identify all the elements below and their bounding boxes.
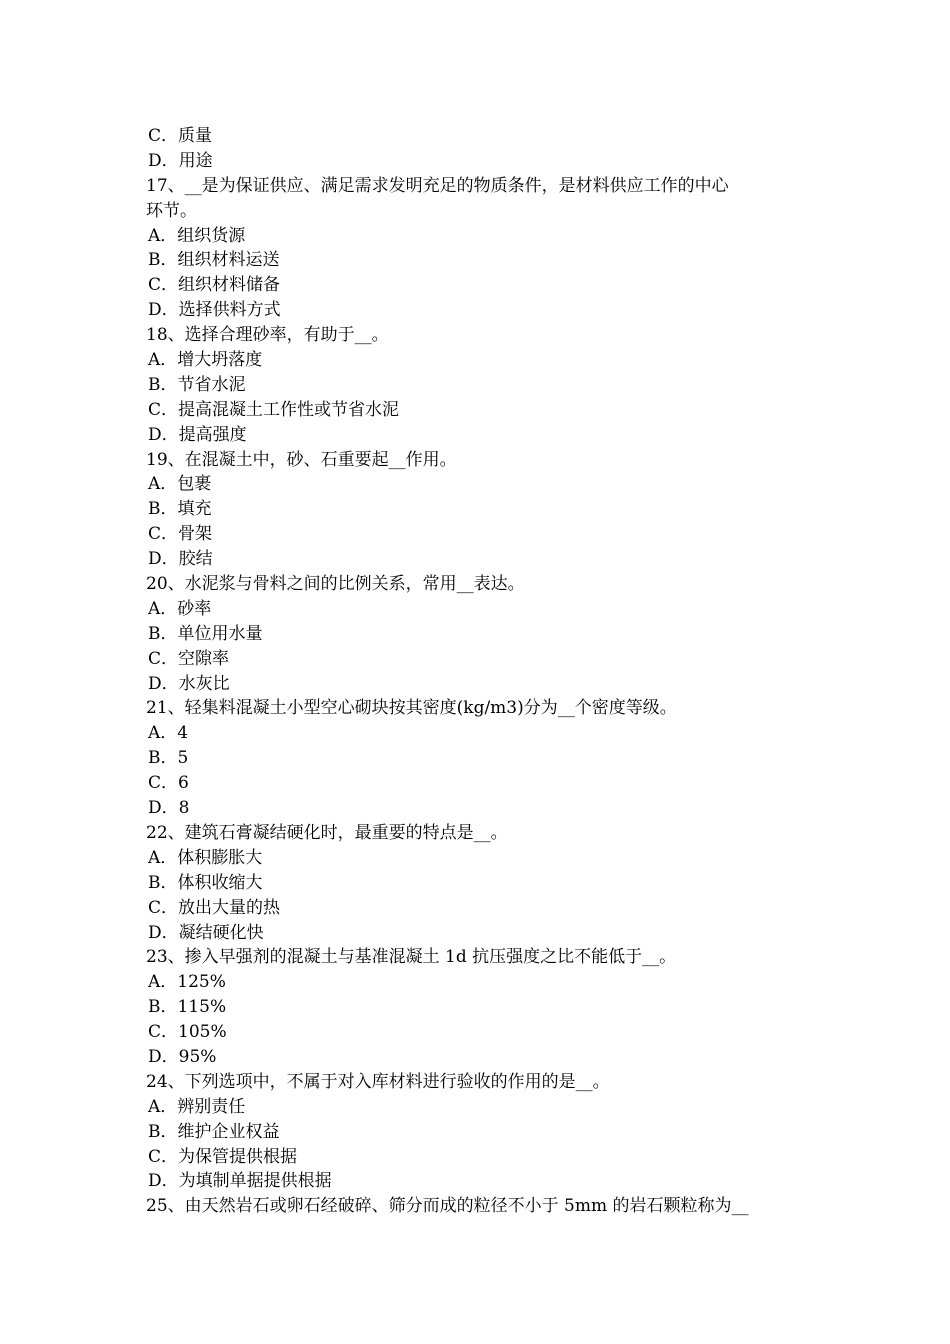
- option-line: C．组织材料储备: [148, 275, 281, 296]
- option-line: C．空隙率: [148, 648, 230, 669]
- option-line: A．包裹: [148, 474, 212, 495]
- option-line: D．用途: [148, 150, 213, 171]
- option-line: B．体积收缩大: [148, 872, 263, 893]
- option-line: A．砂率: [148, 598, 212, 619]
- option-line: A．增大坍落度: [148, 350, 263, 371]
- option-line: B．单位用水量: [148, 623, 263, 644]
- question-line: 17、__是为保证供应、满足需求发明充足的物质条件，是材料供应工作的中心: [146, 175, 729, 196]
- option-line: C．提高混凝土工作性或节省水泥: [148, 399, 400, 420]
- option-line: B．115%: [148, 997, 227, 1018]
- option-line: A．辨别责任: [148, 1096, 246, 1117]
- option-line: C．6: [148, 773, 189, 794]
- option-line: A．4: [148, 723, 189, 744]
- option-line: D．为填制单据提供根据: [148, 1171, 332, 1192]
- option-line: B．维护企业权益: [148, 1121, 280, 1142]
- question-line: 20、水泥浆与骨料之间的比例关系，常用__表达。: [146, 574, 525, 595]
- question-line: 21、轻集料混凝土小型空心砌块按其密度(kg/m3)分为__个密度等级。: [146, 698, 677, 719]
- question-line: 23、掺入早强剂的混凝土与基准混凝土 1d 抗压强度之比不能低于__。: [146, 947, 677, 968]
- option-line: B．填充: [148, 499, 212, 520]
- option-line: D．8: [148, 798, 190, 819]
- question-line: 24、下列选项中，不属于对入库材料进行验收的作用的是__。: [146, 1071, 610, 1092]
- option-line: B．节省水泥: [148, 374, 246, 395]
- question-line: 22、建筑石膏凝结硬化时，最重要的特点是__。: [146, 822, 508, 843]
- option-line: A．组织货源: [148, 225, 246, 246]
- option-line: D．水灰比: [148, 673, 230, 694]
- option-line: D．95%: [148, 1046, 217, 1067]
- document-page: [146, 124, 816, 1219]
- option-line: C．骨架: [148, 524, 213, 545]
- question-line: 18、选择合理砂率，有助于__。: [146, 325, 389, 346]
- option-line: C．放出大量的热: [148, 897, 281, 918]
- option-line: C．105%: [148, 1022, 227, 1043]
- option-line: B．5: [148, 748, 189, 769]
- option-line: D．胶结: [148, 549, 213, 570]
- option-line: C．质量: [148, 126, 213, 146]
- option-line: B．组织材料运送: [148, 250, 280, 271]
- question-line: 环节。: [146, 200, 197, 221]
- option-line: D．选择供料方式: [148, 300, 281, 321]
- option-line: A．体积膨胀大: [148, 847, 263, 868]
- option-line: A．125%: [148, 972, 226, 993]
- question-line: 19、在混凝土中，砂、石重要起__作用。: [146, 449, 457, 470]
- option-line: D．提高强度: [148, 424, 247, 445]
- option-line: C．为保管提供根据: [148, 1146, 298, 1167]
- option-line: D．凝结硬化快: [148, 922, 264, 943]
- question-line: 25、由天然岩石或卵石经破碎、筛分而成的粒径不小于 5mm 的岩石颗粒称为__: [146, 1196, 749, 1217]
